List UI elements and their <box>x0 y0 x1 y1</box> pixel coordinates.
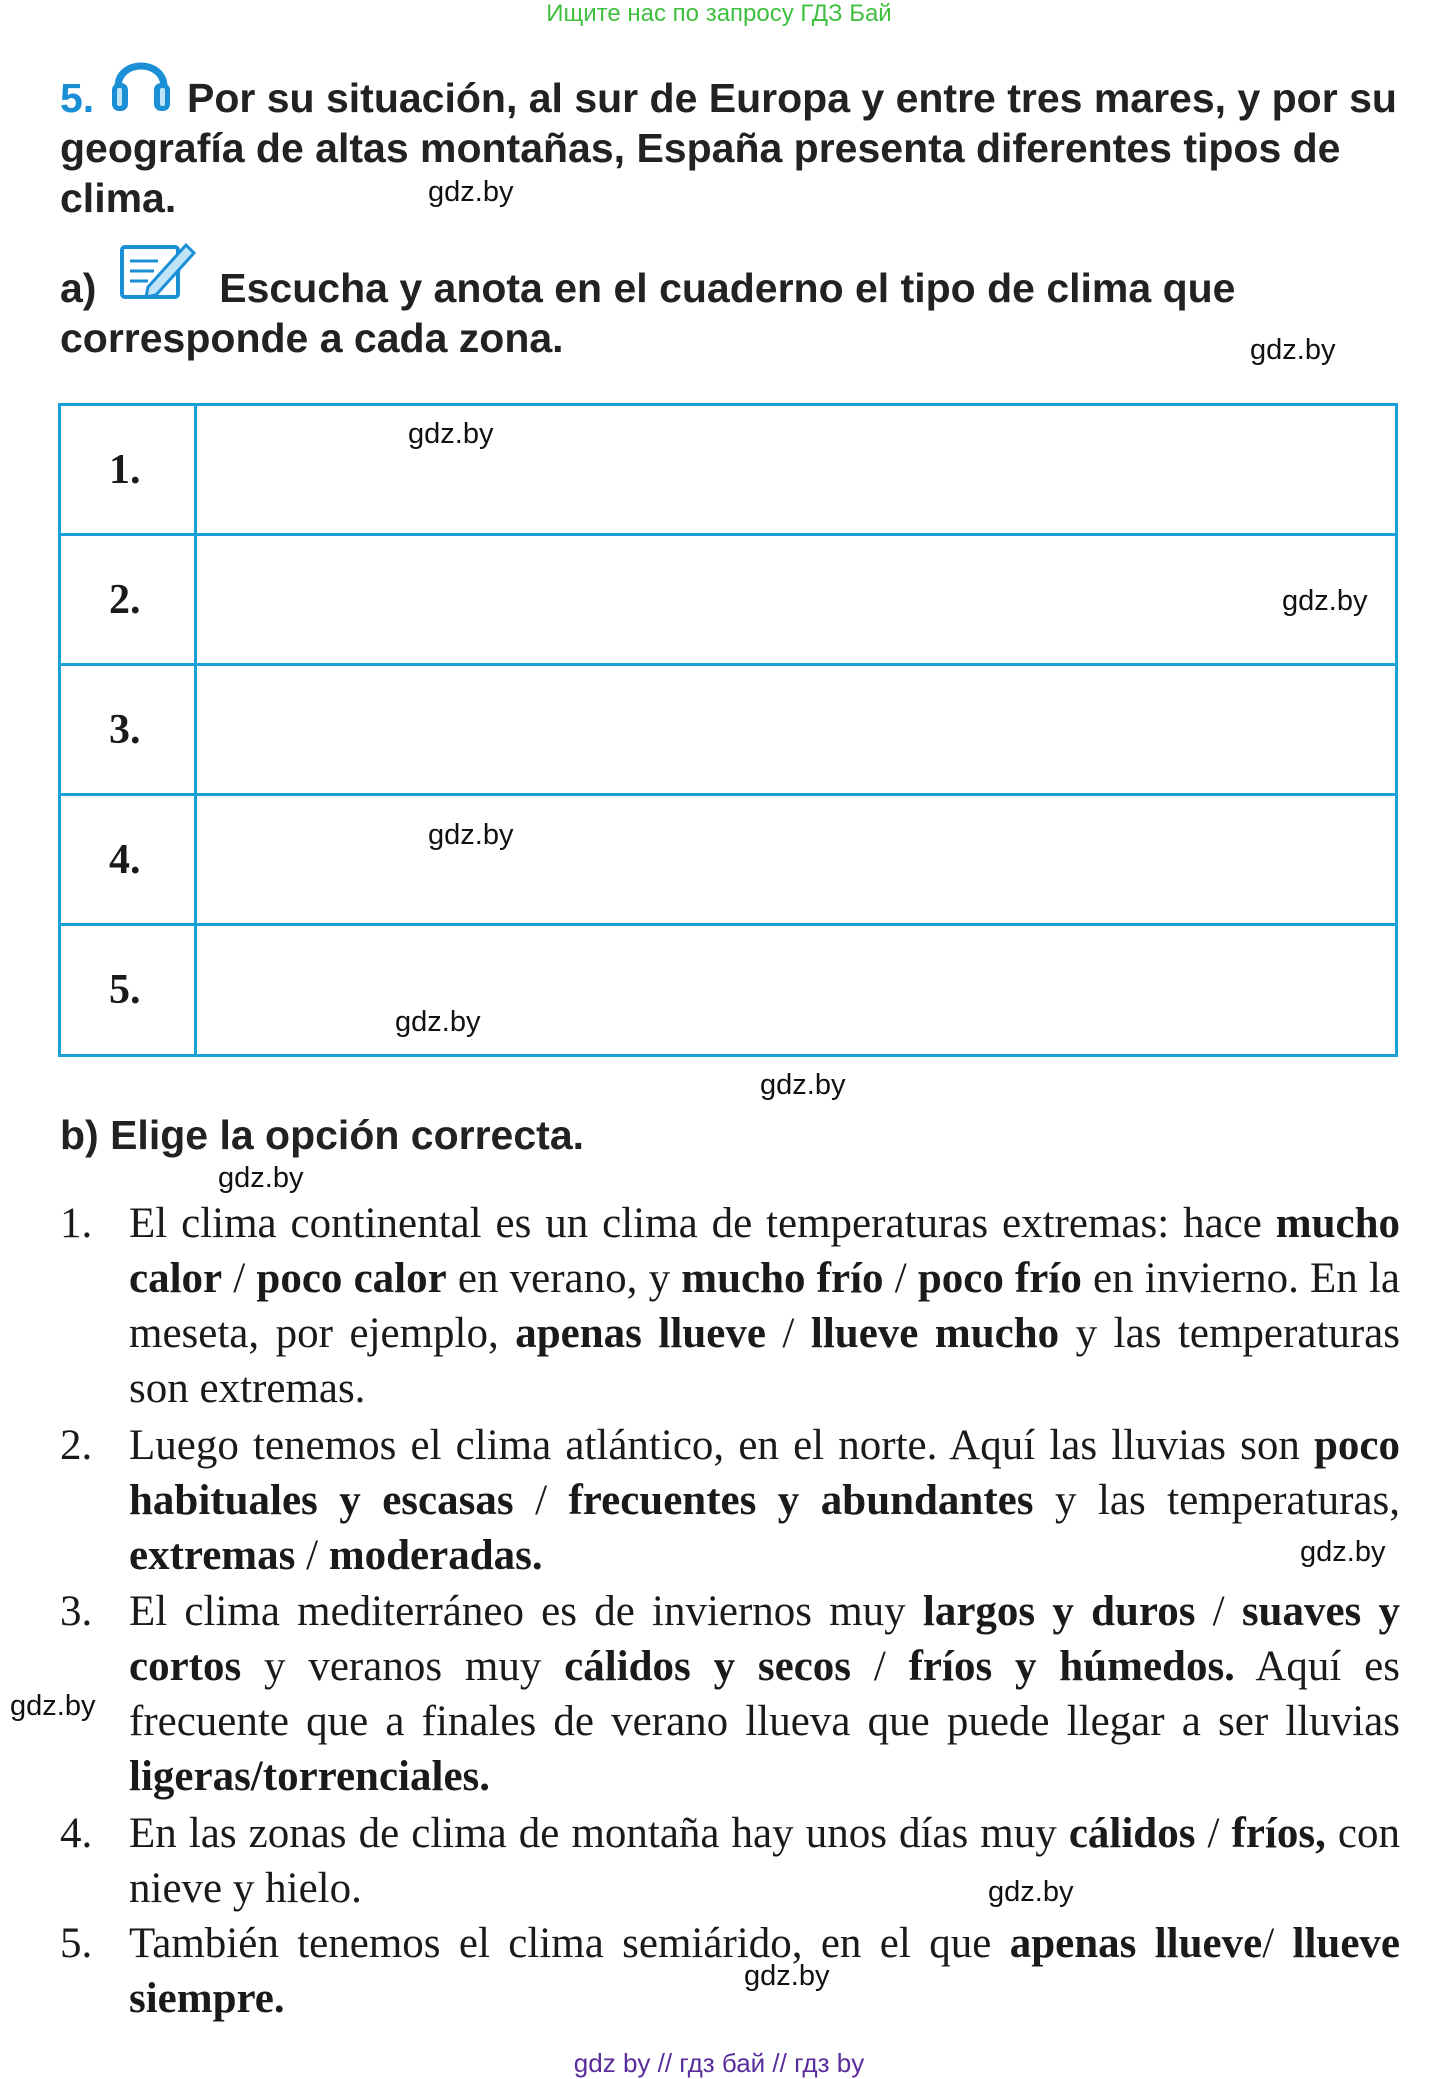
table-row <box>61 666 1395 796</box>
item-text-run: en invierno. En la meseta, por ejemplo, <box>129 1255 1400 1357</box>
option-choice[interactable]: poco habituales y escasas <box>129 1422 1400 1524</box>
notebook-pen-icon <box>108 263 208 303</box>
row-number: 4. <box>61 796 197 923</box>
option-choice[interactable]: extremas <box>129 1532 296 1579</box>
table-row <box>61 536 1395 666</box>
item-text-run: con nieve y hielo. <box>129 1810 1400 1912</box>
item-text <box>129 1418 1400 1583</box>
list-item <box>60 1584 1400 1804</box>
item-text-run: Aquí es frecuente que a finales de verano llueva que puede llegar a ser lluvias <box>129 1643 1400 1745</box>
watermark: gdz.by <box>408 418 494 450</box>
item-text-run: El clima mediterráneo es de inviernos muy <box>129 1588 923 1635</box>
table-row <box>61 796 1395 926</box>
option-choice[interactable]: mucho calor <box>129 1200 1400 1302</box>
item-text-run: Luego tenemos el clima atlántico, en el norte. Aquí las lluvias son <box>129 1422 1314 1469</box>
watermark: gdz.by <box>988 1876 1074 1908</box>
table-row <box>61 406 1395 536</box>
part-a <box>60 263 1400 363</box>
watermark: gdz.by <box>10 1690 96 1722</box>
option-choice[interactable]: poco calor <box>256 1255 447 1302</box>
task-heading <box>60 73 1400 223</box>
table-row <box>61 926 1395 1054</box>
item-text-run: / <box>1195 1588 1242 1635</box>
row-number: 2. <box>61 536 197 663</box>
answer-table <box>58 403 1398 1057</box>
list-item <box>60 1916 1400 2026</box>
answer-cell[interactable] <box>197 796 1395 923</box>
part-a-text: Escucha y anota en el cuaderno el tipo de clima que corresponde a cada zona. <box>60 265 1236 361</box>
item-number: 5. <box>60 1920 93 1967</box>
option-choice[interactable]: llueve siempre. <box>129 1920 1401 2022</box>
item-text-run: / <box>851 1643 909 1690</box>
watermark: gdz.by <box>1250 334 1336 366</box>
answer-cell[interactable] <box>197 406 1395 533</box>
item-text-run: en verano, y <box>446 1255 682 1302</box>
option-choice[interactable]: poco frío <box>917 1255 1082 1302</box>
item-text-run: / <box>765 1310 811 1357</box>
answer-cell[interactable] <box>197 536 1395 663</box>
headphones-icon <box>106 73 176 113</box>
item-text-run: / <box>295 1532 329 1579</box>
item-text-run: / <box>1195 1810 1232 1857</box>
item-text-run: También tenemos el clima semiárido, en el que <box>129 1920 1010 1967</box>
part-a-label: a) <box>60 265 97 311</box>
watermark: gdz.by <box>428 176 514 208</box>
option-choice[interactable]: cálidos <box>1068 1810 1196 1857</box>
row-number: 5. <box>61 926 197 1054</box>
item-number: 3. <box>60 1588 93 1635</box>
footer-links: gdz by // гдз бай // гдз by <box>573 2048 865 2078</box>
watermark: gdz.by <box>395 1006 481 1038</box>
item-text-run: y veranos muy <box>241 1643 565 1690</box>
row-number: 3. <box>61 666 197 793</box>
list-item <box>60 1196 1400 1416</box>
watermark: gdz.by <box>1282 585 1368 617</box>
option-choice[interactable]: fríos, <box>1231 1810 1326 1857</box>
item-text-run: / <box>883 1255 918 1302</box>
option-choice[interactable]: apenas llueve <box>515 1310 766 1357</box>
item-text <box>129 1584 1400 1804</box>
list-item <box>60 1418 1400 1583</box>
list-item <box>60 1806 1400 1916</box>
watermark: gdz.by <box>744 1960 830 1992</box>
item-number: 1. <box>60 1200 93 1247</box>
item-text-run: / <box>222 1255 257 1302</box>
watermark: gdz.by <box>1300 1536 1386 1568</box>
option-choice[interactable]: ligeras/torrenciales. <box>129 1753 491 1800</box>
item-text <box>129 1196 1400 1416</box>
option-choice[interactable]: fríos y húmedos. <box>908 1643 1235 1690</box>
option-choice[interactable]: largos y duros <box>922 1588 1196 1635</box>
top-banner: Ищите нас по запросу ГДЗ Бай <box>546 0 892 27</box>
watermark: gdz.by <box>428 819 514 851</box>
part-b-heading: b) Elige la opción correcta. <box>60 1112 585 1158</box>
item-text-run: / <box>1262 1920 1293 1967</box>
option-choice[interactable]: suaves y cortos <box>129 1588 1401 1690</box>
watermark: gdz.by <box>760 1069 846 1101</box>
item-text-run: En las zonas de clima de montaña hay unos días muy <box>129 1810 1069 1857</box>
item-text-run: El clima continental es un clima de temperaturas extremas: hace <box>129 1200 1276 1247</box>
option-choice[interactable]: frecuentes y abundantes <box>568 1477 1034 1524</box>
option-choice[interactable]: cálidos y secos <box>564 1643 852 1690</box>
item-text-run: / <box>513 1477 569 1524</box>
item-number: 4. <box>60 1810 93 1857</box>
task-number: 5. <box>60 75 95 121</box>
item-text-run: y las temperaturas son extremas. <box>129 1310 1401 1412</box>
answer-cell[interactable] <box>197 666 1395 793</box>
item-text <box>129 1806 1400 1916</box>
option-choice[interactable]: apenas llueve <box>1009 1920 1263 1967</box>
item-text-run: y las temperaturas, <box>1033 1477 1400 1524</box>
watermark: gdz.by <box>218 1162 304 1194</box>
option-choice[interactable]: mucho frío <box>681 1255 884 1302</box>
item-number: 2. <box>60 1422 93 1469</box>
option-choice[interactable]: llueve mucho <box>810 1310 1060 1357</box>
option-choice[interactable]: moderadas. <box>328 1532 543 1579</box>
task-text: Por su situación, al sur de Europa y entre tres mares, y por su geografía de altas montañas, España presenta diferentes tipos de clima. <box>60 75 1397 221</box>
answer-cell[interactable] <box>197 926 1395 1054</box>
row-number: 1. <box>61 406 197 533</box>
